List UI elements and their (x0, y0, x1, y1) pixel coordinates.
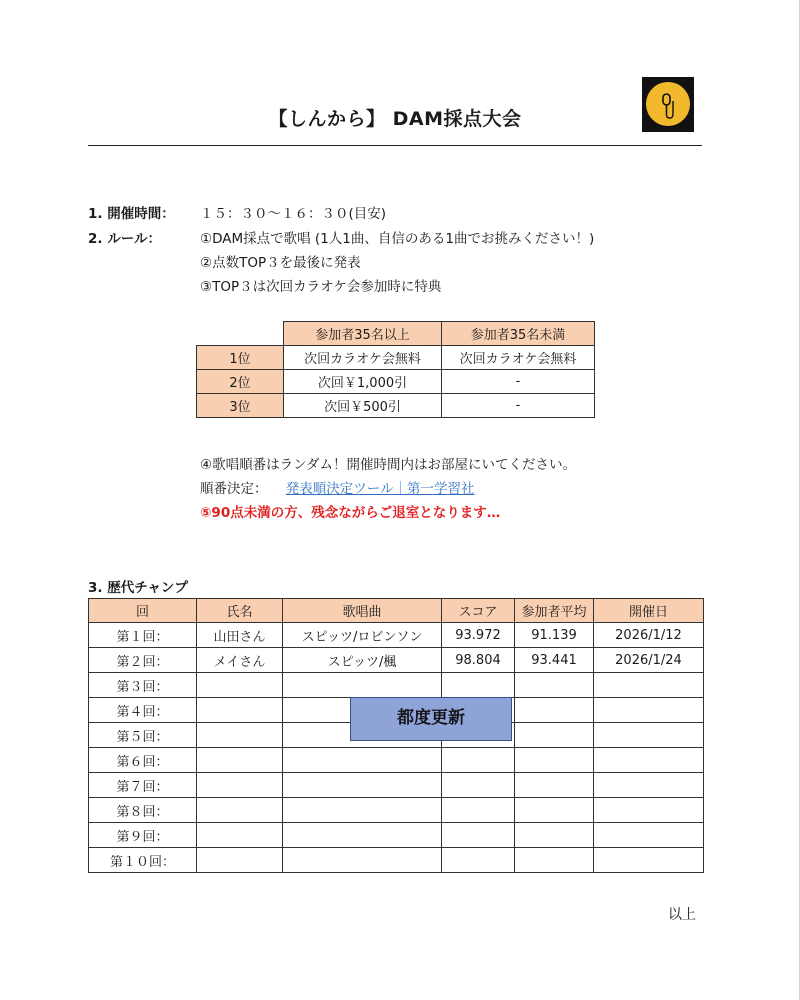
champ-average (515, 798, 594, 823)
page-title: 【しんから】 DAM採点大会 (268, 108, 522, 130)
champ-song (283, 823, 442, 848)
champ-song (283, 798, 442, 823)
champ-date (594, 773, 704, 798)
champ-date (594, 698, 704, 723)
prize-cell: 次回￥500引 (284, 394, 442, 418)
champ-header-row (89, 599, 704, 623)
champ-round: 第６回： (89, 748, 197, 773)
champ-row (89, 648, 704, 673)
prize-row (197, 394, 595, 418)
update-note-box: 都度更新 (350, 697, 512, 741)
champ-header-date: 開催日 (594, 599, 704, 623)
champ-header-round: 回 (89, 599, 197, 623)
prize-header-under35: 参加者35名未満 (442, 322, 595, 346)
champ-average: 91.139 (515, 623, 594, 648)
champ-round: 第８回： (89, 798, 197, 823)
champ-score (442, 848, 515, 873)
champ-date (594, 848, 704, 873)
section-rules-label: 2. ルール： (88, 231, 161, 247)
prize-cell: - (442, 370, 595, 394)
champ-round: 第７回： (89, 773, 197, 798)
champ-round: 第１回： (89, 623, 197, 648)
champ-name (197, 748, 283, 773)
prize-cell: 次回カラオケ会無料 (442, 346, 595, 370)
section-rules (88, 227, 161, 247)
champ-average (515, 698, 594, 723)
champ-song: スピッツ/ロビンソン (283, 623, 442, 648)
rule-2: ②点数TOP３を最後に発表 (200, 255, 361, 271)
prize-header-row (197, 322, 595, 346)
champ-round: 第３回： (89, 673, 197, 698)
order-tool-link[interactable]: 発表順決定ツール｜第一学習社 (285, 481, 475, 497)
section-time-value: １５：３０〜１６：３０(目安) (200, 206, 387, 222)
section-time (88, 202, 175, 222)
rule-4: ④歌唱順番はランダム！開催時間内はお部屋にいてください。 (200, 457, 577, 473)
champ-name: メイさん (197, 648, 283, 673)
champ-date (594, 823, 704, 848)
champ-name (197, 698, 283, 723)
champ-date (594, 748, 704, 773)
champ-song (283, 773, 442, 798)
champ-row (89, 823, 704, 848)
champ-header-song: 歌唱曲 (283, 599, 442, 623)
champ-score (442, 798, 515, 823)
champ-song: スピッツ/楓 (283, 648, 442, 673)
champ-name (197, 848, 283, 873)
champ-date: 2026/1/12 (594, 623, 704, 648)
prize-rank: 2位 (197, 370, 284, 394)
champ-average (515, 773, 594, 798)
champ-song (283, 673, 442, 698)
champ-date (594, 673, 704, 698)
champ-row (89, 623, 704, 648)
champ-round: 第５回： (89, 723, 197, 748)
champ-name (197, 823, 283, 848)
champ-row (89, 848, 704, 873)
champ-date (594, 798, 704, 823)
champ-name (197, 798, 283, 823)
champ-round: 第４回： (89, 698, 197, 723)
champ-name (197, 723, 283, 748)
prize-header-blank (197, 322, 284, 346)
warning-text: ⑤90点未満の方、残念ながらご退室となります… (200, 505, 501, 521)
champ-average (515, 723, 594, 748)
champ-name: 山田さん (197, 623, 283, 648)
champ-song (283, 848, 442, 873)
prize-row (197, 346, 595, 370)
prize-rank: 3位 (197, 394, 284, 418)
champ-name (197, 773, 283, 798)
closing-text: 以上 (668, 907, 696, 923)
prize-cell: 次回￥1,000引 (284, 370, 442, 394)
champ-score (442, 773, 515, 798)
prize-row (197, 370, 595, 394)
champ-round: 第９回： (89, 823, 197, 848)
champ-average (515, 673, 594, 698)
champ-score: 93.972 (442, 623, 515, 648)
rule-3: ③TOP３は次回カラオケ会参加時に特典 (200, 279, 442, 295)
champ-average: 93.441 (515, 648, 594, 673)
prize-rank: 1位 (197, 346, 284, 370)
title-divider (88, 145, 702, 146)
champ-round: 第１０回： (89, 848, 197, 873)
order-label: 順番決定： (200, 481, 268, 497)
champ-score (442, 673, 515, 698)
champ-date: 2026/1/24 (594, 648, 704, 673)
champ-row (89, 673, 704, 698)
prize-header-35plus: 参加者35名以上 (284, 322, 442, 346)
champ-average (515, 748, 594, 773)
champ-song (283, 748, 442, 773)
champ-row (89, 773, 704, 798)
champ-row (89, 798, 704, 823)
champ-header-average: 参加者平均 (515, 599, 594, 623)
champ-score (442, 823, 515, 848)
champ-header-score: スコア (442, 599, 515, 623)
champ-round: 第２回： (89, 648, 197, 673)
champ-average (515, 848, 594, 873)
champ-date (594, 723, 704, 748)
prize-table (196, 321, 595, 418)
champ-score (442, 748, 515, 773)
champ-average (515, 823, 594, 848)
section-time-label: 1. 開催時間： (88, 206, 175, 222)
champ-score: 98.804 (442, 648, 515, 673)
champ-name (197, 673, 283, 698)
champ-row (89, 748, 704, 773)
champ-header-name: 氏名 (197, 599, 283, 623)
prize-cell: - (442, 394, 595, 418)
rule-1: ①DAM採点で歌唱 (1人1曲、自信のある1曲でお挑みください！) (200, 231, 595, 247)
order-line (200, 477, 475, 497)
section-champs-label: 3. 歴代チャンプ (88, 580, 188, 596)
prize-cell: 次回カラオケ会無料 (284, 346, 442, 370)
